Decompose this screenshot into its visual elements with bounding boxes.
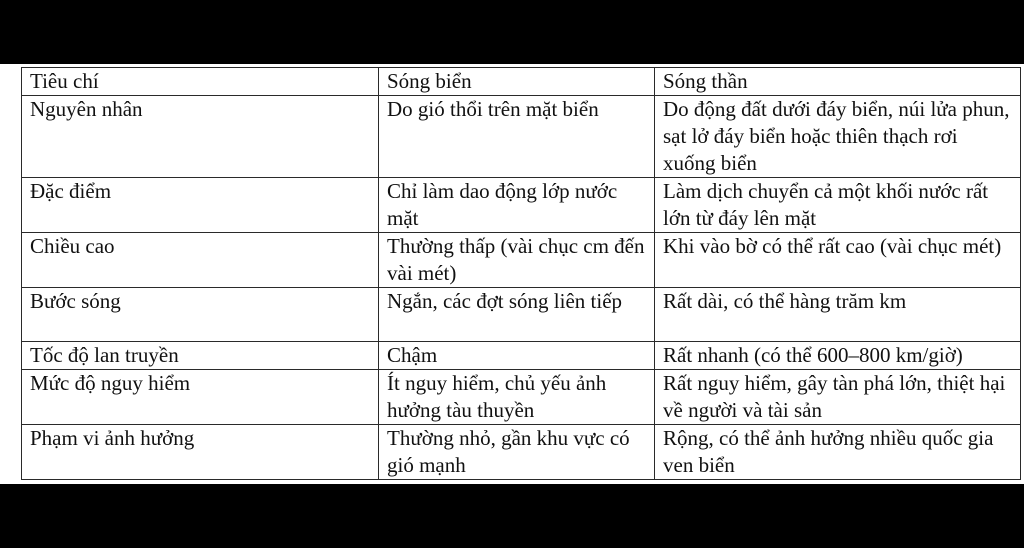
sea-wave-cell: Thường nhỏ, gần khu vực có gió mạnh	[379, 425, 655, 480]
tsunami-cell: Do động đất dưới đáy biển, núi lửa phun, sạt lở đáy biển hoặc thiên thạch rơi xuống biển	[655, 96, 1021, 178]
criteria-cell: Mức độ nguy hiểm	[22, 370, 379, 425]
table-row	[22, 233, 1021, 288]
header-cell-tsunami: Sóng thần	[655, 68, 1021, 96]
sea-wave-cell: Ít nguy hiểm, chủ yếu ảnh hưởng tàu thuyền	[379, 370, 655, 425]
tsunami-cell: Khi vào bờ có thể rất cao (vài chục mét)	[655, 233, 1021, 288]
table-row	[22, 342, 1021, 370]
sea-wave-cell: Ngắn, các đợt sóng liên tiếp	[379, 288, 655, 342]
header-cell-sea-waves: Sóng biển	[379, 68, 655, 96]
sea-wave-cell: Do gió thổi trên mặt biển	[379, 96, 655, 178]
comparison-table	[21, 67, 1021, 480]
criteria-cell: Chiều cao	[22, 233, 379, 288]
tsunami-cell: Rộng, có thể ảnh hưởng nhiều quốc gia ven biển	[655, 425, 1021, 480]
criteria-cell: Tốc độ lan truyền	[22, 342, 379, 370]
criteria-cell: Phạm vi ảnh hưởng	[22, 425, 379, 480]
table-row	[22, 370, 1021, 425]
tsunami-cell: Làm dịch chuyển cả một khối nước rất lớn từ đáy lên mặt	[655, 178, 1021, 233]
sea-wave-cell: Chậm	[379, 342, 655, 370]
table-header-row	[22, 68, 1021, 96]
table-row	[22, 96, 1021, 178]
tsunami-cell: Rất nguy hiểm, gây tàn phá lớn, thiệt hại về người và tài sản	[655, 370, 1021, 425]
criteria-cell: Đặc điểm	[22, 178, 379, 233]
table-row	[22, 288, 1021, 342]
criteria-cell: Bước sóng	[22, 288, 379, 342]
table-row	[22, 425, 1021, 480]
header-cell-criteria: Tiêu chí	[22, 68, 379, 96]
document-page	[0, 64, 1024, 484]
criteria-cell: Nguyên nhân	[22, 96, 379, 178]
tsunami-cell: Rất nhanh (có thể 600–800 km/giờ)	[655, 342, 1021, 370]
table-row	[22, 178, 1021, 233]
sea-wave-cell: Chỉ làm dao động lớp nước mặt	[379, 178, 655, 233]
tsunami-cell: Rất dài, có thể hàng trăm km	[655, 288, 1021, 342]
sea-wave-cell: Thường thấp (vài chục cm đến vài mét)	[379, 233, 655, 288]
